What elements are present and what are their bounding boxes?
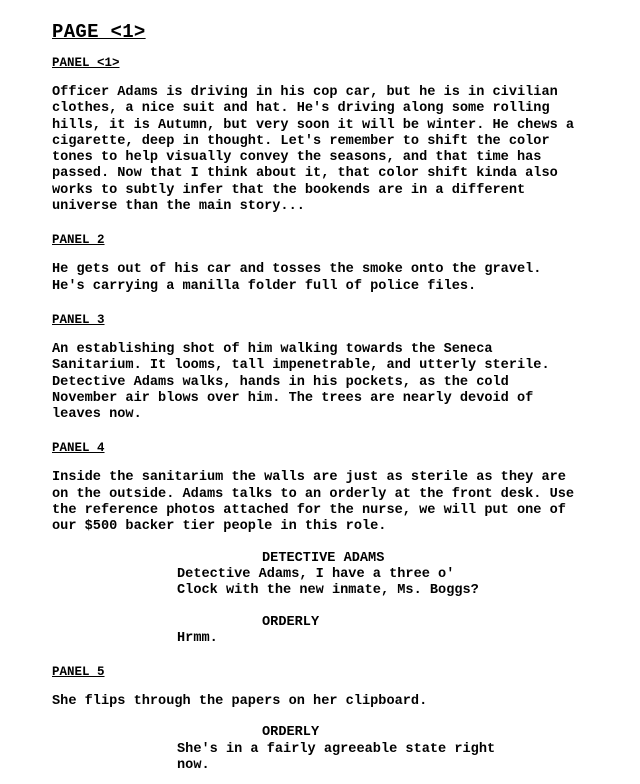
- dialogue-line: Hrmm.: [177, 630, 218, 646]
- panel-heading: PANEL 2: [52, 233, 105, 248]
- character-name: ORDERLY: [262, 725, 320, 741]
- panel-action: Officer Adams is driving in his cop car, but he is in civilian clothes, a nice suit and hat. He's driving along some rolling hills, it is Autumn, but very soon it will be winter. He chews a cigarette, deep in thought. Let's remember to shift the color tones to help visually convey the seasons, and that time has passed. Now that I think about it, that color shift kinda also works to subtly infer that the bookends are in a different universe than the main story...: [52, 85, 575, 215]
- dialogue-line: Detective Adams, I have a three o' Clock with the new inmate, Ms. Boggs?: [177, 566, 479, 599]
- panel-heading: PANEL <1>: [52, 56, 120, 70]
- panel-heading: PANEL 4: [52, 441, 105, 456]
- dialogue-line: She's in a fairly agreeable state right now.: [177, 741, 496, 774]
- page-title: PAGE <1>: [52, 21, 146, 43]
- panel-action: He gets out of his car and tosses the smoke onto the gravel. He's carrying a manilla folder full of police files.: [52, 262, 542, 294]
- script-page: [52, 20, 612, 774]
- panel-action: She flips through the papers on her clipboard.: [52, 694, 428, 710]
- panel-heading: PANEL 3: [52, 312, 105, 327]
- panel-action: An establishing shot of him walking towards the Seneca Sanitarium. It looms, tall impenetrable, and utterly sterile. Detective Adams walks, hands in his pockets, as the cold November air blows over him. The trees are nearly devoid of leaves now.: [52, 341, 550, 423]
- panel-action: Inside the sanitarium the walls are just as sterile as they are on the outside. Adams talks to an orderly at the front desk. Use the reference photos attached for the nurse, we will put one of our $500 backer tier people in this role.: [52, 470, 575, 535]
- character-name: ORDERLY: [262, 614, 320, 630]
- panel-heading: PANEL 5: [52, 665, 105, 680]
- character-name: DETECTIVE ADAMS: [262, 550, 385, 566]
